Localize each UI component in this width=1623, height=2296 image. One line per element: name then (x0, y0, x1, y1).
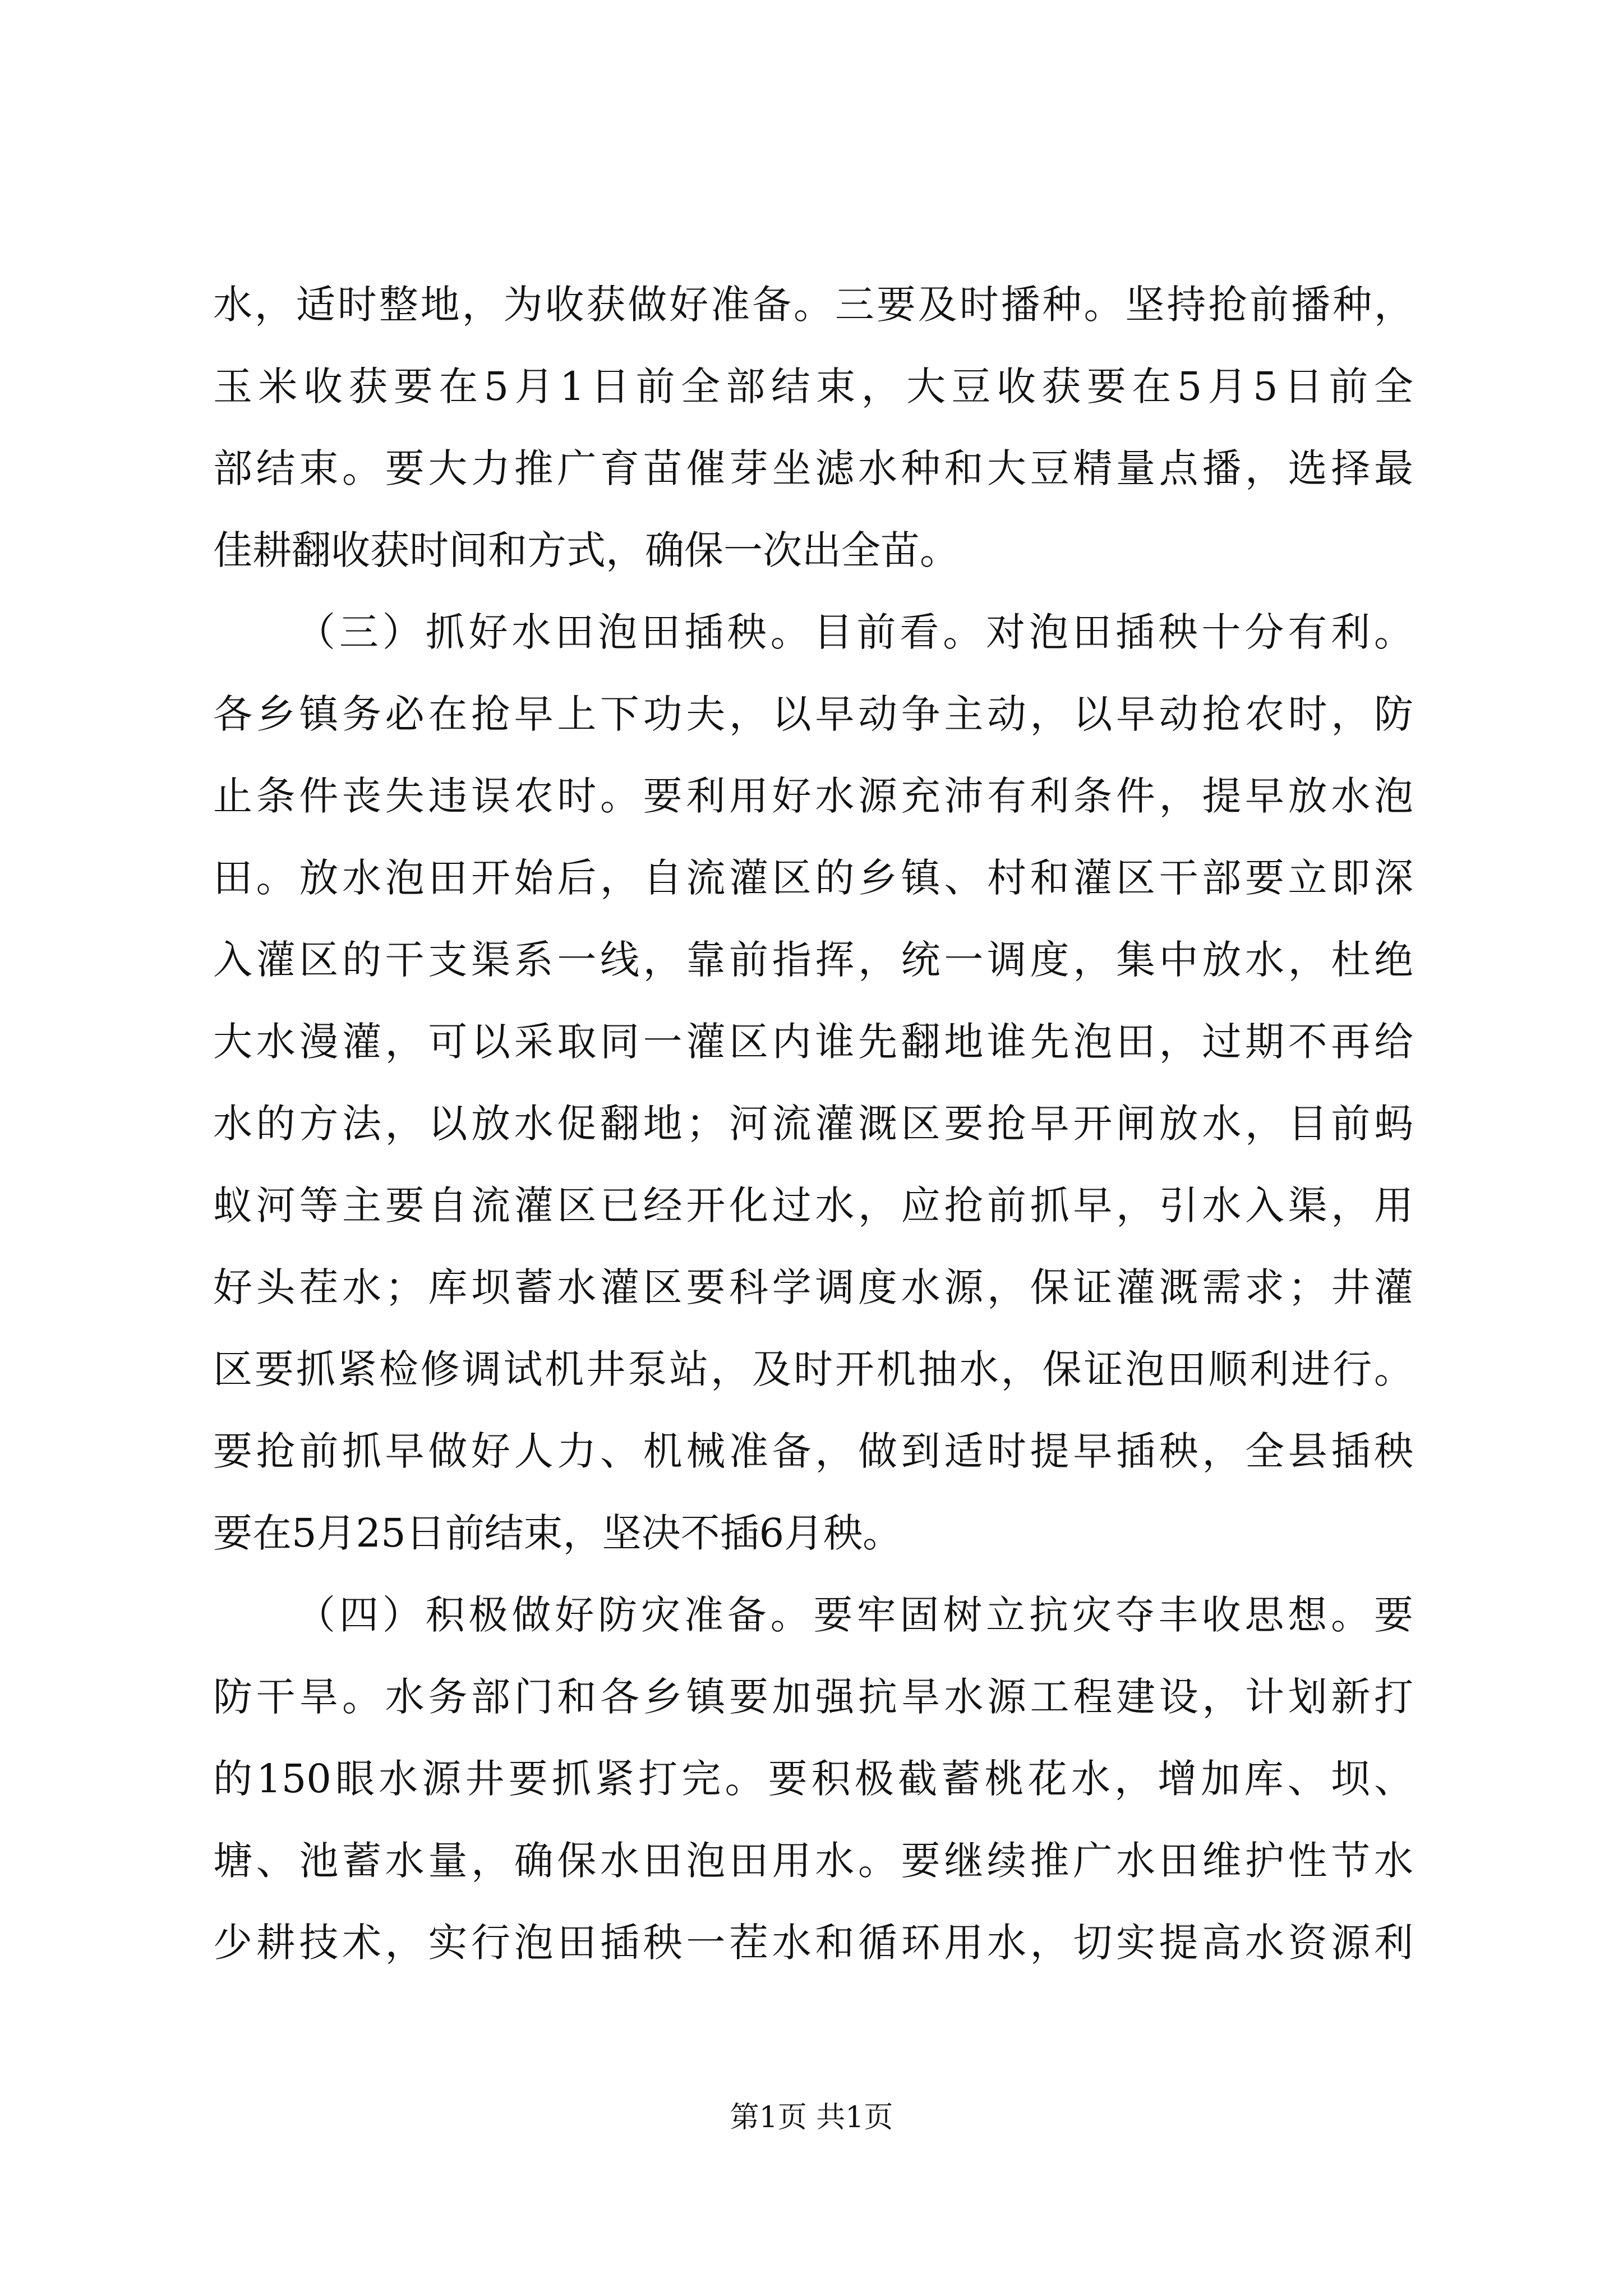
text-line: 的150眼水源井要抓紧打完。要积极截蓄桃花水，增加库、坝、 (213, 1756, 1413, 1802)
text-line: 蚁河等主要自流灌区已经开化过水，应抢前抓早，引水入渠，用 (213, 1182, 1413, 1228)
text-line: 好头茬水；库坝蓄水灌区要科学调度水源，保证灌溉需求；井灌 (213, 1264, 1413, 1310)
text-line: 要在5月25日前结束，坚决不插6月秧。 (213, 1510, 902, 1556)
paragraph-heading-line: （四）积极做好防灾准备。要牢固树立抗灾夺丰收思想。要 (296, 1592, 1413, 1638)
text-line: 防干旱。水务部门和各乡镇要加强抗旱水源工程建设，计划新打 (213, 1674, 1413, 1720)
document-body (213, 264, 1413, 1984)
text-line: 佳耕翻收获时间和方式，确保一次出全苗。 (213, 527, 959, 573)
text-line: 水，适时整地，为收获做好准备。三要及时播种。坚持抢前播种， (213, 282, 1413, 328)
text-line: 区要抓紧检修调试机井泵站，及时开机抽水，保证泡田顺利进行。 (213, 1346, 1413, 1392)
paragraph-heading-line: （三）抓好水田泡田插秧。目前看。对泡田插秧十分有利。 (296, 609, 1413, 655)
text-line: 田。放水泡田开始后，自流灌区的乡镇、村和灌区干部要立即深 (213, 855, 1413, 901)
text-line: 要抢前抓早做好人力、机械准备，做到适时提早插秧，全县插秧 (213, 1428, 1413, 1474)
text-line: 水的方法，以放水促翻地；河流灌溉区要抢早开闸放水，目前蚂 (213, 1101, 1413, 1147)
text-line: 大水漫灌，可以采取同一灌区内谁先翻地谁先泡田，过期不再给 (213, 1019, 1413, 1065)
text-line: 入灌区的干支渠系一线，靠前指挥，统一调度，集中放水，杜绝 (213, 937, 1413, 983)
text-line: 少耕技术，实行泡田插秧一茬水和循环用水，切实提高水资源利 (213, 1920, 1413, 1966)
text-line: 部结束。要大力推广育苗催芽坐滤水种和大豆精量点播，选择最 (213, 445, 1413, 491)
text-line: 止条件丧失违误农时。要利用好水源充沛有利条件，提早放水泡 (213, 773, 1413, 819)
text-line: 各乡镇务必在抢早上下功夫，以早动争主动，以早动抢农时，防 (213, 691, 1413, 737)
text-line: 塘、池蓄水量，确保水田泡田用水。要继续推广水田维护性节水 (213, 1838, 1413, 1884)
text-line: 玉米收获要在5月1日前全部结束，大豆收获要在5月5日前全 (213, 364, 1413, 409)
page-number-footer: 第1页 共1页 (730, 2101, 893, 2134)
